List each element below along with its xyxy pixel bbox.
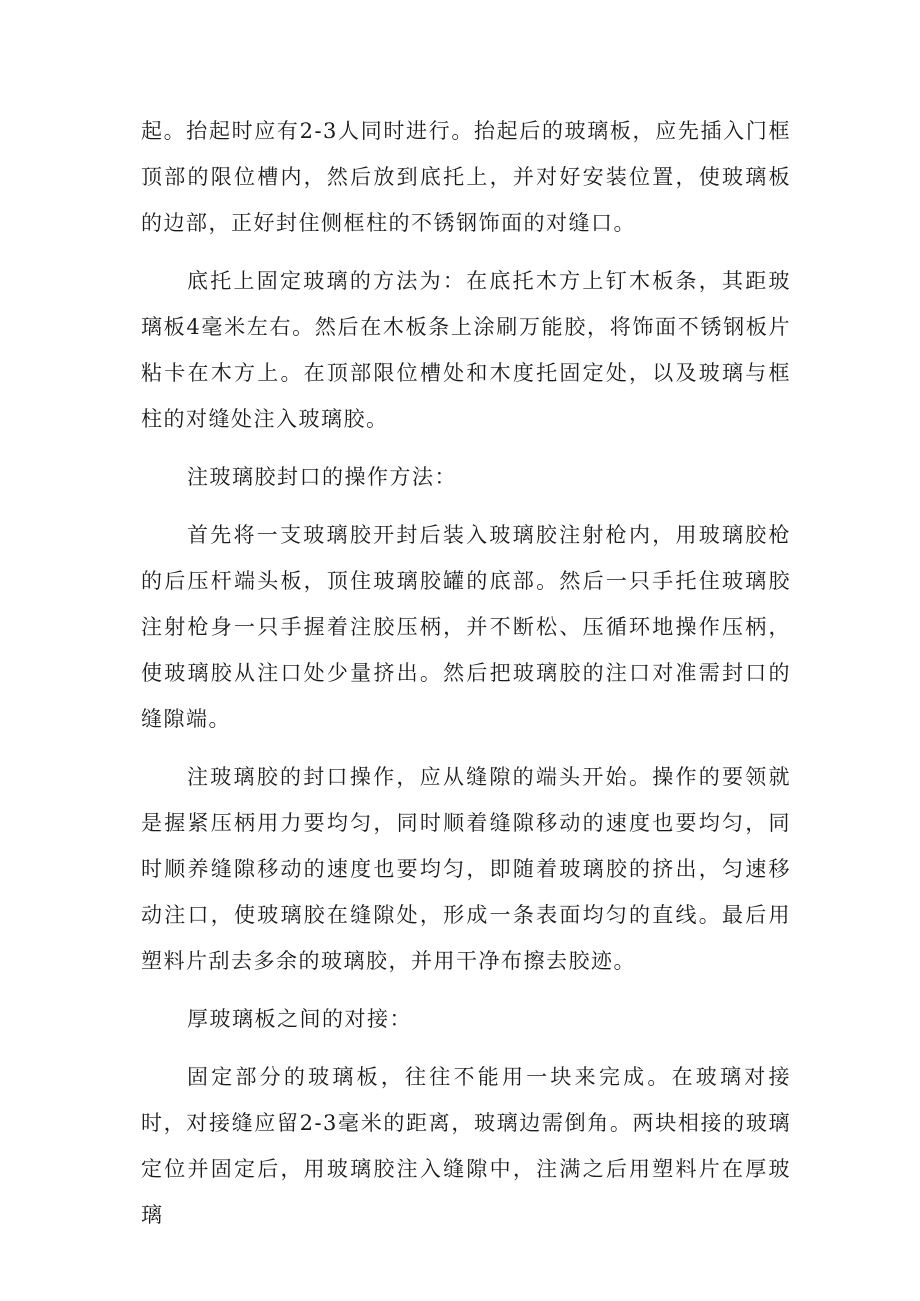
paragraph-6-heading: 厚玻璃板之间的对接： [187,1007,412,1031]
paragraph-7: 固定部分的玻璃板，往往不能用一块来完成。在玻璃对接时，对接缝应留2-3毫米的距离，玻璃边需倒角。两块相接的玻璃定位并固定后，用玻璃胶注入缝隙中，注满之后用塑料片在厚玻璃 [141,1065,791,1227]
document-body [141,108,791,1250]
paragraph-2: 底托上固定玻璃的方法为：在底托木方上钉木板条，其距玻璃板4毫米左右。然后在木板条上涂刷万能胶，将饰面不锈钢板片粘卡在木方上。在顶部限位槽处和木度托固定处，以及玻璃与框柱的对缝处注入玻璃胶。 [141,269,791,431]
paragraph-3-heading: 注玻璃胶封口的操作方法： [187,465,457,489]
paragraph-5: 注玻璃胶的封口操作，应从缝隙的端头开始。操作的要领就是握紧压柄用力要均匀，同时顺着缝隙移动的速度也要均匀，同时顺养缝隙移动的速度也要均匀，即随着玻璃胶的挤出，匀速移动注口，使玻璃胶在缝隙处，形成一条表面均匀的直线。最后用塑料片刮去多余的玻璃胶，并用干净布擦去胶迹。 [141,765,791,973]
paragraph-1: 起。抬起时应有2-3人同时进行。抬起后的玻璃板，应先插入门框顶部的限位槽内，然后放到底托上，并对好安装位置，使玻璃板的边部，正好封住侧框柱的不锈钢饰面的对缝口。 [141,119,791,235]
paragraph-4: 首先将一支玻璃胶开封后装入玻璃胶注射枪内，用玻璃胶枪的后压杆端头板，顶住玻璃胶罐的底部。然后一只手托住玻璃胶注射枪身一只手握着注胶压柄，并不断松、压循环地操作压柄，使玻璃胶从注口处少量挤出。然后把玻璃胶的注口对准需封口的缝隙端。 [141,523,791,731]
